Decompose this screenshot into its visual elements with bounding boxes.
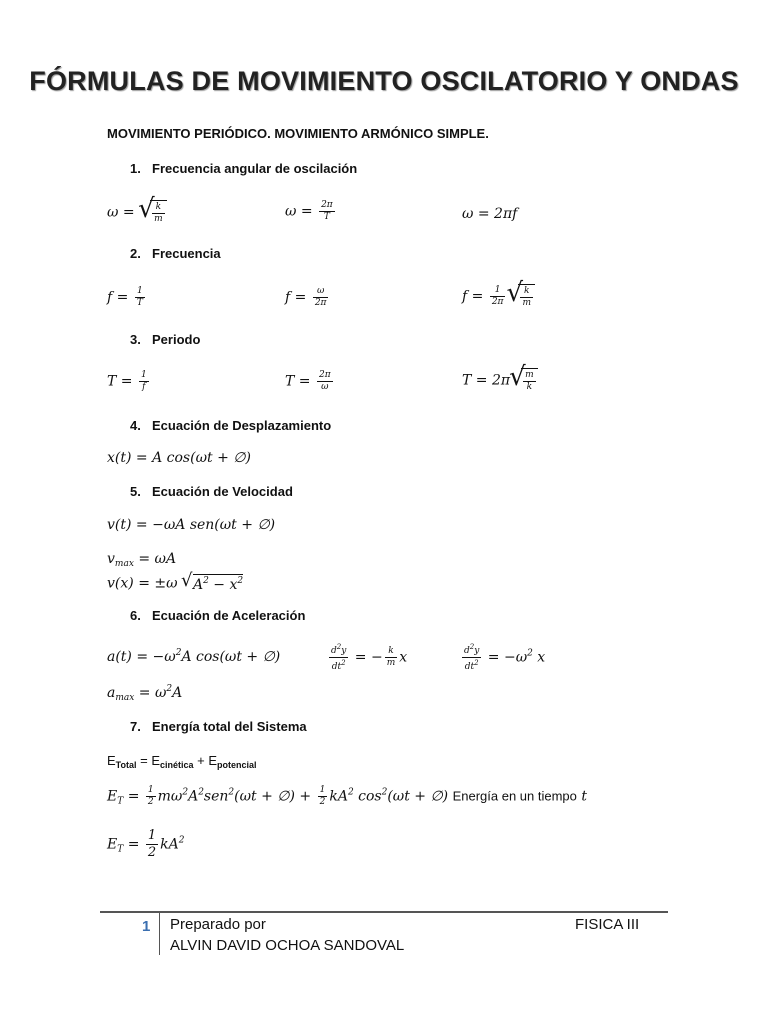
formula-T-sqrt: T = 2π √ $\frac{m}{k}$: [462, 368, 538, 393]
footer-author: ALVIN DAVID OCHOA SANDOVAL: [170, 937, 405, 954]
formula-T-inverse-f: T = $\frac{1}{f}$: [107, 370, 147, 392]
energy-total-definition: $E_{Total} = E_{cinética} + E_{potencial}$: [107, 753, 257, 770]
formula-accel-diff-omega: $\frac{d^2y}{dt^2}$ = $-\omega^2$ x: [464, 643, 546, 672]
formula-energy-time: $E_T$ = $\frac{1}{2}$ $m\omega^2A^2sen^2(\omega t$ + ∅) + $\frac{1}{2}$ $kA^2$ $\cos^2(\omega t$ + ∅) Energía en un tiempo t: [107, 785, 587, 807]
item-heading-5: 5. Ecuación de Velocidad: [130, 484, 293, 499]
formula-accel-diff-k: $\frac{d^2y}{dt^2}$ = − $\frac{k}{m}$ x: [331, 643, 408, 672]
item-heading-1: 1. Frecuencia angular de oscilación: [130, 161, 358, 176]
formula-velocity-position: v(x) = ±ω √ $A^2 - x^2$: [107, 574, 243, 593]
footer-prepared-label: Preparado por: [170, 916, 266, 933]
item-heading-2: 2. Frecuencia: [130, 246, 221, 261]
formula-energy-total: $E_T$ = $\frac{1}{2}$ $kA^2$: [107, 828, 185, 860]
footer-divider: [100, 911, 668, 913]
footer-course: FISICA III: [575, 916, 640, 933]
formula-f-inverse-period: f = $\frac{1}{T}$: [107, 286, 143, 308]
formula-acceleration: $a(t) = -\omega^2A$ cos(ωt + ∅): [107, 648, 281, 665]
item-heading-6: 6. Ecuación de Aceleración: [130, 608, 306, 623]
formula-omega-period: ω = $\frac{2\pi}{T}$: [285, 200, 333, 222]
formula-f-sqrt: f = $\frac{1}{2\pi}$ √ $\frac{k}{m}$: [462, 284, 535, 309]
page-number: 1: [142, 918, 151, 935]
item-heading-3: 3. Periodo: [130, 332, 201, 347]
formula-T-omega: T = $\frac{2\pi}{\omega}$: [285, 370, 331, 392]
formula-velocity: v(t) = −ωA sen(ωt + ∅): [107, 517, 276, 533]
document-title: FÓRMULAS DE MOVIMIENTO OSCILATORIO Y ONDAS: [29, 66, 739, 96]
formula-f-omega: f = $\frac{\omega}{2\pi}$: [285, 286, 327, 308]
formula-amax: $a_{max} = \omega^2A$: [107, 684, 183, 703]
section-heading: MOVIMIENTO PERIÓDICO. MOVIMIENTO ARMÓNICO SIMPLE.: [107, 126, 489, 141]
formula-omega-sqrt: ω = √ $\frac{k}{m}$: [107, 200, 167, 225]
formula-omega-freq: ω = 2πf: [462, 206, 518, 222]
item-heading-7: 7. Energía total del Sistema: [130, 719, 307, 734]
item-heading-4: 4. Ecuación de Desplazamiento: [130, 418, 332, 433]
footer-vertical-divider: [159, 913, 160, 955]
formula-displacement: x(t) = A cos(ωt + ∅): [107, 450, 251, 466]
formula-vmax: $v_{max} = \omega A$: [107, 551, 177, 569]
